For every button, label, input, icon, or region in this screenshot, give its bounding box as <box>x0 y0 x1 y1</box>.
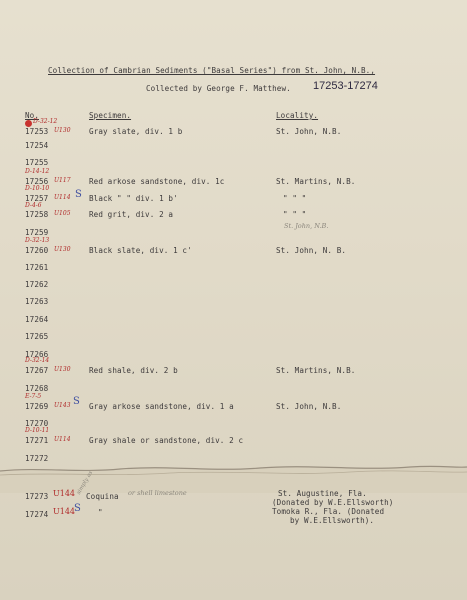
red-unit: U130 <box>54 366 71 373</box>
locality: Tomoka R., Fla. (Donated <box>272 507 385 516</box>
red-code: E-7-5 <box>25 393 42 400</box>
catalog-number: 17259 <box>25 228 49 237</box>
red-code: D-10-11 <box>25 427 50 434</box>
specimen: Gray arkose sandstone, div. 1 a <box>89 402 234 411</box>
red-code: D-4-6 <box>25 202 42 209</box>
blue-check-mark: S <box>74 503 81 514</box>
catalog-number: 17265 <box>25 332 49 341</box>
locality: St. John, N. B. <box>276 246 347 255</box>
catalog-number: 17258 <box>25 210 49 219</box>
catalog-number: 17274 <box>25 510 49 519</box>
catalog-number: 17271 <box>25 436 49 445</box>
locality: St. Augustine, Fla. <box>278 489 367 498</box>
catalog-number: 17254 <box>25 141 49 150</box>
red-unit: U114 <box>54 436 71 443</box>
catalog-number: 17266 <box>25 350 49 359</box>
specimen: Red grit, div. 2 a <box>89 210 174 219</box>
catalog-number: 17261 <box>25 263 49 272</box>
catalog-number: 17267 <box>25 366 49 375</box>
red-code: D-32-12 <box>33 118 58 125</box>
pencil-annotation: or shell limestone <box>128 489 187 497</box>
catalog-number: 17270 <box>25 419 49 428</box>
catalog-number: 17257 <box>25 194 49 203</box>
red-unit: U130 <box>54 246 71 253</box>
red-code: D-10-10 <box>25 185 50 192</box>
catalog-number: 17262 <box>25 280 49 289</box>
locality: (Donated by W.E.Ellsworth) <box>272 498 394 507</box>
red-unit: U144 <box>53 489 76 498</box>
red-unit: U143 <box>54 402 71 409</box>
page-title: Collection of Cambrian Sediments ("Basal Series") from St. John, N.B., <box>48 66 376 75</box>
collector-range: 17253-17274 <box>313 80 378 92</box>
red-unit: U117 <box>54 177 71 184</box>
torn-paper-seam <box>0 457 467 493</box>
catalog-number: 17256 <box>25 177 49 186</box>
specimen: Red arkose sandstone, div. 1c <box>89 177 225 186</box>
catalog-number: 17260 <box>25 246 49 255</box>
red-code: D-32-14 <box>25 357 50 364</box>
catalog-number: 17273 <box>25 492 49 501</box>
locality: St. John, N.B. <box>276 402 342 411</box>
catalog-number: 17264 <box>25 315 49 324</box>
catalog-number: 17255 <box>25 158 49 167</box>
header-no: No. <box>25 111 40 120</box>
specimen: Black " " div. 1 b' <box>89 194 178 203</box>
blue-check-mark: S <box>73 396 80 407</box>
header-specimen: Specimen. <box>89 111 132 120</box>
red-dot-marker <box>25 120 32 127</box>
pencil-note: St. John, N.B. <box>284 222 329 230</box>
red-unit: U105 <box>54 210 71 217</box>
locality: St. Martins, N.B. <box>276 177 356 186</box>
locality: St. Martins, N.B. <box>276 366 356 375</box>
red-code: D-14-12 <box>25 168 50 175</box>
red-unit: U130 <box>54 127 71 134</box>
red-unit: U144 <box>53 507 76 516</box>
blue-check-mark: S <box>75 189 82 200</box>
locality: " " " <box>283 210 307 219</box>
red-unit: U114 <box>54 194 71 201</box>
catalog-number: 17253 <box>25 127 49 136</box>
specimen: " <box>98 508 103 517</box>
specimen: Coquina <box>86 492 119 501</box>
catalog-number: 17263 <box>25 297 49 306</box>
red-code: D-32-13 <box>25 237 50 244</box>
collector-line: Collected by George F. Matthew. <box>146 84 291 93</box>
locality: " " " <box>283 194 307 203</box>
specimen: Gray shale or sandstone, div. 2 c <box>89 436 244 445</box>
specimen: Gray slate, div. 1 b <box>89 127 183 136</box>
locality: by W.E.Ellsworth). <box>290 516 375 525</box>
locality: St. John, N.B. <box>276 127 342 136</box>
specimen: Black slate, div. 1 c' <box>89 246 192 255</box>
specimen: Red shale, div. 2 b <box>89 366 178 375</box>
catalog-number: 17272 <box>25 454 49 463</box>
catalog-number: 17268 <box>25 384 49 393</box>
pencil-margin-note: simply as <box>75 470 95 496</box>
header-locality: Locality. <box>276 111 319 120</box>
catalog-number: 17269 <box>25 402 49 411</box>
